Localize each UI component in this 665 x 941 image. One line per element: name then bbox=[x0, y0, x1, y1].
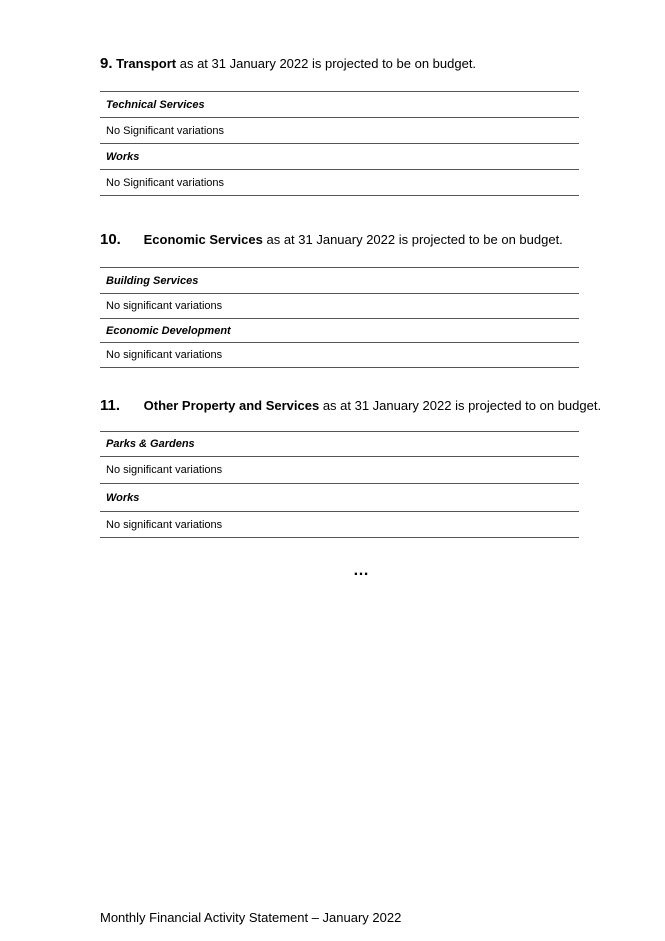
section-number: 10. bbox=[100, 231, 121, 248]
section-number: 11. bbox=[100, 397, 121, 414]
continuation-mark: … bbox=[353, 562, 370, 579]
page-footer: Monthly Financial Activity Statement – January 2022 bbox=[100, 910, 402, 925]
department-row: Building Services bbox=[100, 268, 579, 294]
variation-row: No Significant variations bbox=[100, 170, 579, 196]
section-status: as at 31 January 2022 is projected to be on budget. bbox=[262, 232, 563, 247]
section-status: as at 31 January 2022 is projected to on budget. bbox=[319, 398, 602, 413]
department-row: Works bbox=[100, 484, 579, 512]
section-11-heading bbox=[100, 397, 601, 414]
department-row: Economic Development bbox=[100, 319, 579, 343]
variation-row: No significant variations bbox=[100, 343, 579, 368]
section-status: as at 31 January 2022 is projected to be on budget. bbox=[176, 56, 477, 71]
section-9-heading bbox=[100, 55, 476, 72]
department-row: Technical Services bbox=[100, 92, 579, 118]
department-row: Parks & Gardens bbox=[100, 432, 579, 457]
section-10-heading bbox=[100, 231, 563, 248]
section-name: Economic Services bbox=[143, 232, 263, 247]
section-11-table bbox=[100, 431, 579, 538]
section-number: 9. bbox=[100, 55, 113, 72]
variation-row: No significant variations bbox=[100, 512, 579, 538]
section-name: Other Property and Services bbox=[143, 398, 320, 413]
section-9-table bbox=[100, 91, 579, 196]
variation-row: No significant variations bbox=[100, 457, 579, 484]
section-10-table bbox=[100, 267, 579, 368]
variation-row: No significant variations bbox=[100, 294, 579, 319]
variation-row: No Significant variations bbox=[100, 118, 579, 144]
section-name: Transport bbox=[116, 56, 177, 71]
department-row: Works bbox=[100, 144, 579, 170]
